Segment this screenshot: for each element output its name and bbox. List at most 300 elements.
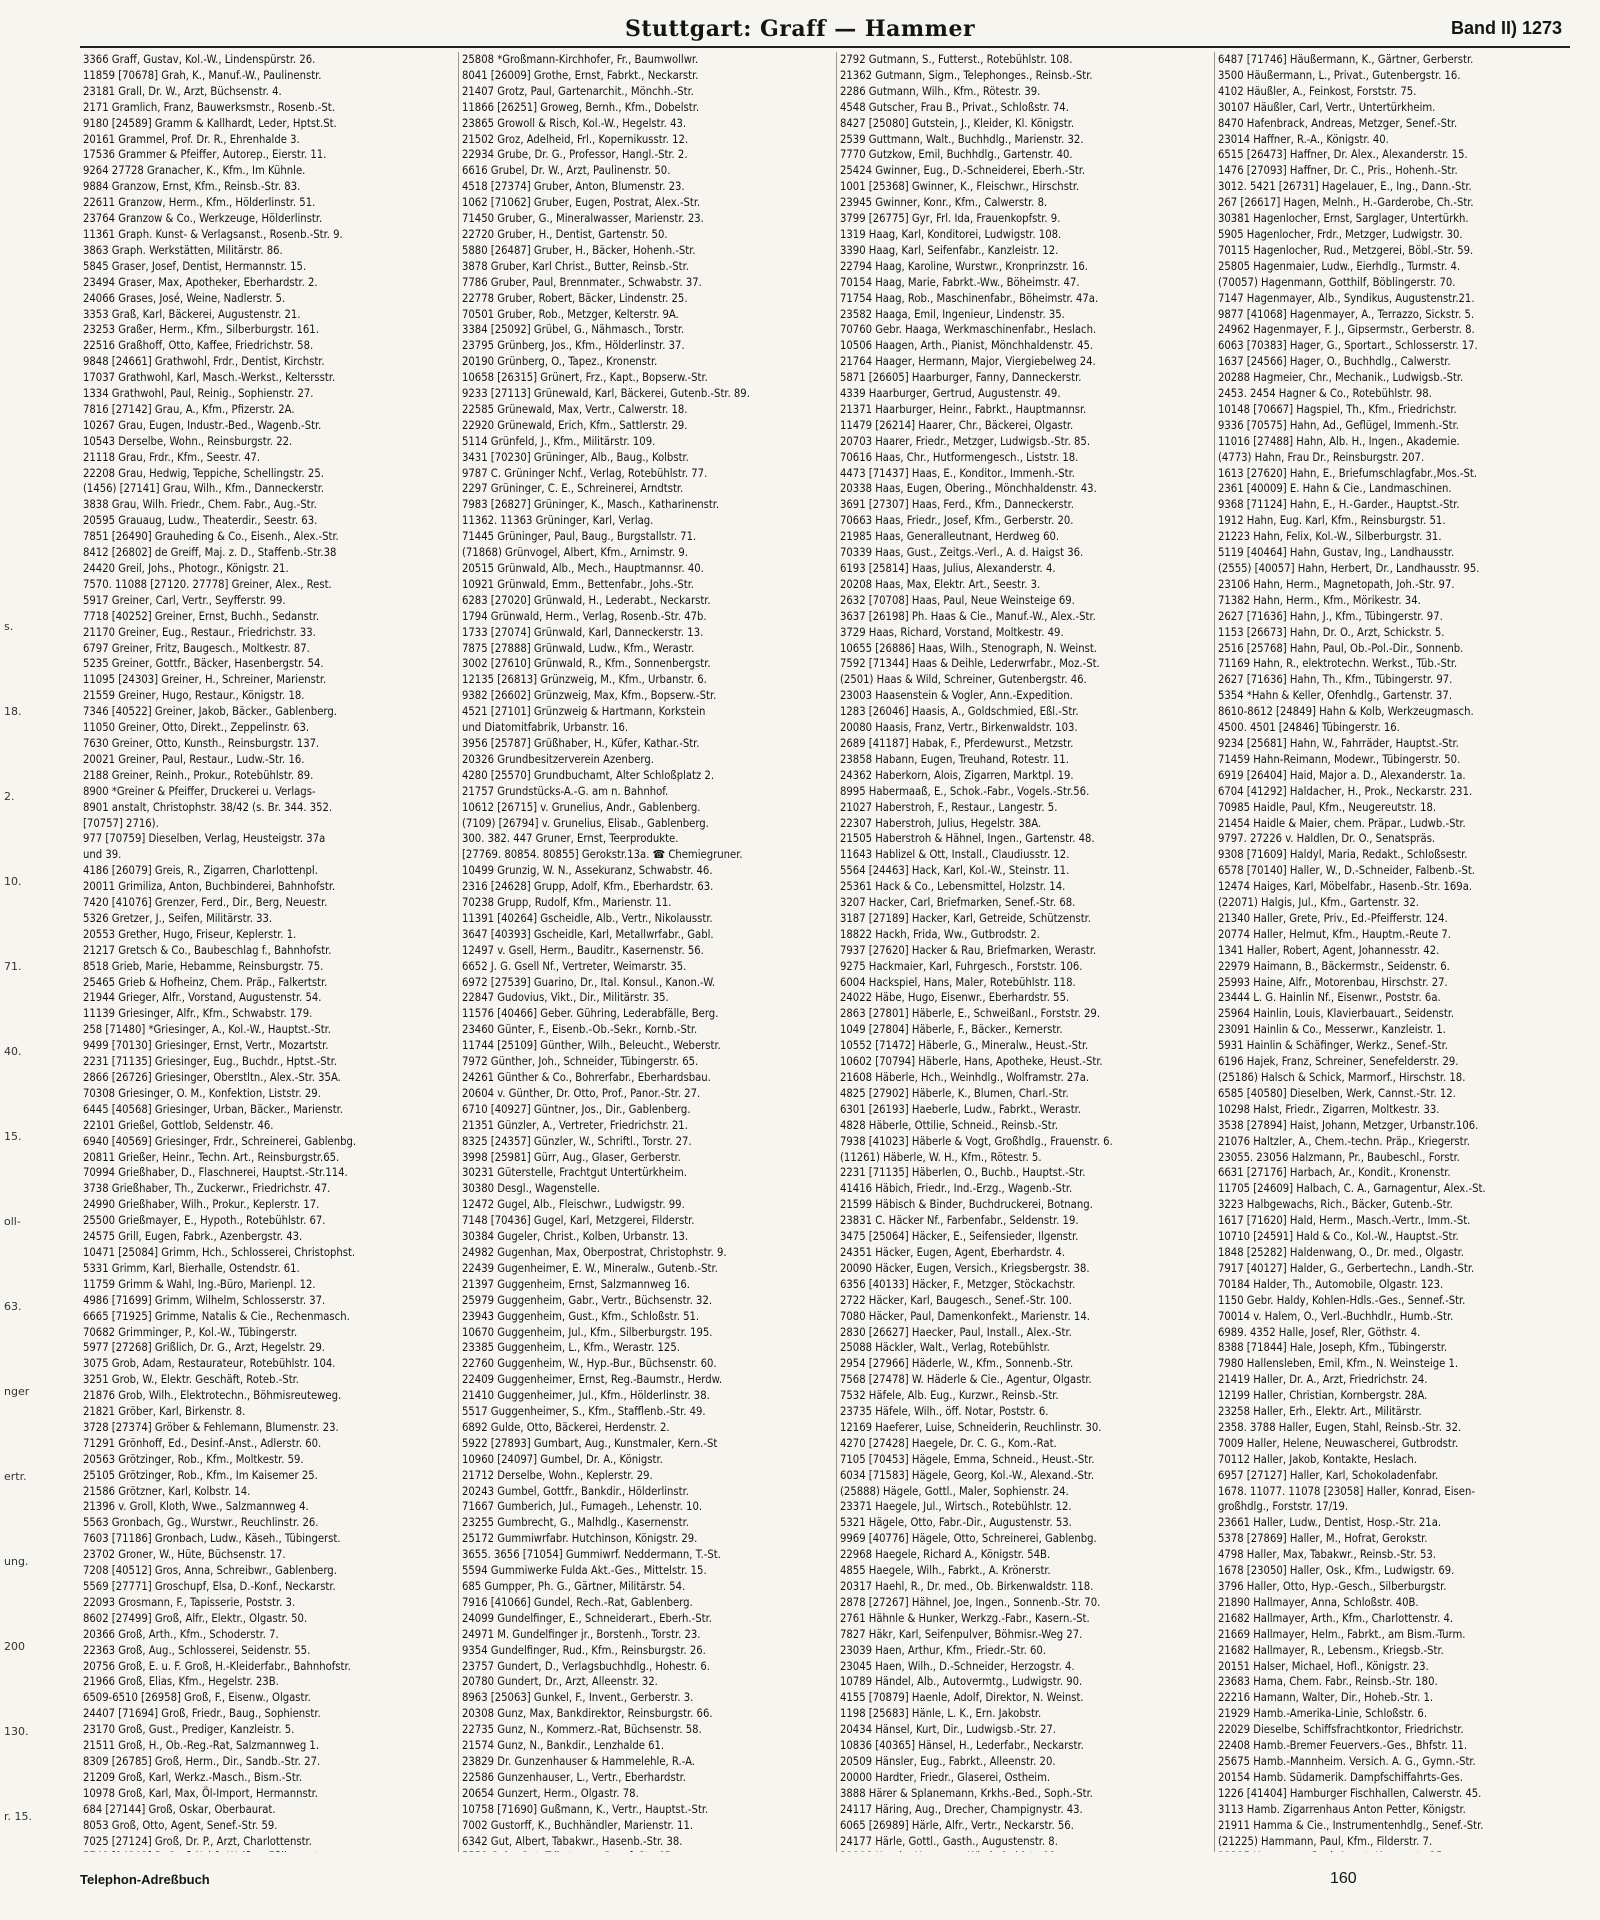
directory-entry: 10148 [70667] Hagspiel, Th., Kfm., Friedrichstr.: [1218, 402, 1457, 416]
directory-entry: 4518 [27374] Gruber, Anton, Blumenstr. 23.: [462, 180, 685, 194]
directory-entry: 4986 [71699] Grimm, Wilhelm, Schlosserstr. 37.: [83, 1293, 326, 1307]
directory-entry: 3863 Graph. Werkstätten, Militärstr. 86.: [83, 243, 283, 257]
margin-mark: 200: [4, 1640, 25, 1653]
directory-entry: 4280 [25570] Grundbuchamt, Alter Schloßplatz 2.: [462, 768, 715, 782]
directory-entry: 3431 [70230] Grüninger, Alb., Baug., Kolbstr.: [462, 450, 689, 464]
directory-entry: 5517 Guggenheimer, S., Kfm., Stafflenb.-Str. 49.: [462, 1405, 706, 1419]
directory-entry: (1456) [27141] Grau, Wilh., Kfm., Danneckerstr.: [83, 482, 325, 496]
directory-entry: 2830 [26627] Haecker, Paul, Install., Alex.-Str.: [840, 1325, 1072, 1339]
directory-entry: 70339 Haas, Gust., Zeitgs.-Verl., A. d. Haigst 36.: [840, 546, 1084, 560]
directory-entry: 30380 Desgl., Wagenstelle.: [462, 1182, 600, 1196]
directory-entry: (22071) Halgis, Jul., Kfm., Gartenstr. 32.: [1218, 896, 1419, 910]
directory-entry: 20151 Halser, Michael, Hofl., Königstr. 23.: [1218, 1659, 1429, 1673]
directory-entry: 6301 [26193] Haeberle, Ludw., Fabrkt., Werastr.: [840, 1102, 1081, 1116]
directory-entry: 10836 [40365] Hänsel, H., Lederfabr., Neckarstr.: [840, 1739, 1084, 1753]
directory-entry: 10602 [70794] Häberle, Hans, Apotheke, Heust.-Str.: [840, 1055, 1103, 1069]
directory-entry: 3956 [25787] Grüßhaber, H., Küfer, Kathar.-Str.: [462, 736, 700, 750]
directory-entry: 20509 Hänsler, Eug., Fabrkt., Alleenstr. 20.: [840, 1754, 1056, 1768]
directory-entry: 2539 Guttmann, Walt., Buchhdlg., Marienstr. 32.: [840, 132, 1084, 146]
directory-entry: 21351 Günzler, A., Vertreter, Friedrichstr. 21.: [462, 1118, 688, 1132]
directory-entry: 71169 Hahn, R., elektrotechn. Werkst., Tüb.-Str.: [1218, 657, 1458, 671]
directory-entry: 11361 Graph. Kunst- & Verlagsanst., Rosenb.-Str. 9.: [83, 227, 343, 241]
directory-entry: 20317 Haehl, R., Dr. med., Ob. Birkenwaldstr. 118.: [840, 1580, 1094, 1593]
directory-entry: 22408 Hamb.-Bremer Feuervers.-Ges., Bhfstr. 11.: [1218, 1739, 1468, 1753]
directory-entry: 23385 Guggenheim, L., Kfm., Werastr. 125.: [462, 1341, 680, 1355]
directory-entry: 22847 Gudovius, Vikt., Dir., Militärstr. 35.: [462, 991, 669, 1005]
directory-entry: 300. 382. 447 Gruner, Ernst, Teerprodukte.: [462, 832, 679, 846]
directory-entry: 6283 [27020] Grünwald, H., Lederabt., Neckarstr.: [462, 593, 711, 607]
directory-entry: 21223 Hahn, Felix, Kol.-W., Silberburgstr. 31.: [1218, 530, 1442, 544]
directory-entry: 2878 [27267] Hähnel, Joe, Ingen., Sonnenb.-Str. 70.: [840, 1595, 1101, 1609]
directory-entry: 6585 [40580] Dieselben, Werk, Cannst.-Str. 12.: [1218, 1086, 1456, 1100]
directory-entry: 10758 [71690] Gußmann, K., Vertr., Hauptst.-Str.: [462, 1802, 709, 1816]
directory-entry: großhdlg., Forststr. 17/19.: [1218, 1500, 1349, 1514]
directory-entry: 6487 [71746] Häußermann, K., Gärtner, Gerberstr.: [1218, 53, 1474, 66]
directory-entry: 9787 C. Grüninger Nchf., Verlag, Rotebühlstr. 77.: [462, 466, 708, 480]
directory-entry: 21682 Hallmayer, Arth., Kfm., Charlottenstr. 4.: [1218, 1611, 1454, 1625]
directory-entry: 8602 [27499] Groß, Alfr., Elektr., Olgastr. 50.: [83, 1611, 308, 1625]
directory-entry: 70501 Gruber, Rob., Metzger, Kelterstr. 9A.: [462, 307, 679, 321]
directory-entry: 12474 Haiges, Karl, Möbelfabr., Hasenb.-Str. 169a.: [1218, 880, 1473, 894]
directory-entry: 9382 [26602] Grünzweig, Max, Kfm., Bopserw.-Str.: [462, 689, 717, 703]
directory-entry: 22208 Grau, Hedwig, Teppiche, Schellingstr. 25.: [83, 466, 324, 480]
directory-entry: 6196 Hajek, Franz, Schreiner, Senefelderstr. 29.: [1218, 1055, 1459, 1069]
directory-entry: 21890 Hallmayer, Anna, Schloßstr. 40B.: [1218, 1595, 1419, 1609]
directory-entry: 7851 [26490] Grauheding & Co., Eisenh., Alex.-Str.: [83, 530, 339, 544]
directory-entry: 71382 Hahn, Herm., Kfm., Mörikestr. 34.: [1218, 593, 1421, 607]
directory-entry: 6616 Grubel, Dr. W., Arzt, Paulinenstr. 50.: [462, 164, 671, 178]
directory-entry: 21944 Grieger, Alfr., Vorstand, Augustenstr. 54.: [83, 991, 322, 1005]
directory-entry: 5931 Hainlin & Schäfinger, Werkz., Senef.-Str.: [1218, 1039, 1448, 1053]
directory-entry: 20595 Grauaug, Ludw., Theaterdir., Seestr. 63.: [83, 514, 318, 528]
directory-entry: 3384 [25092] Grübel, G., Nähmasch., Torstr.: [462, 323, 685, 337]
directory-entry: 11759 Grimm & Wahl, Ing.-Büro, Marienpl. 12.: [83, 1277, 316, 1291]
directory-entry: [459, 1849, 825, 1852]
directory-entry: 2722 Häcker, Karl, Baugesch., Senef.-Str. 100.: [840, 1293, 1072, 1307]
directory-entry: 22778 Gruber, Robert, Bäcker, Lindenstr. 25.: [462, 291, 688, 305]
directory-entry: 3353 Graß, Karl, Bäckerei, Augustenstr. 21.: [83, 307, 301, 321]
directory-entry: 10543 Derselbe, Wohn., Reinsburgstr. 22.: [83, 434, 293, 448]
directory-entry: 6515 [26473] Haffner, Dr. Alex., Alexanderstr. 15.: [1218, 148, 1468, 162]
directory-entry: 21340 Haller, Grete, Priv., Ed.-Pfeifferstr. 124.: [1218, 911, 1448, 925]
directory-entry: [1215, 1849, 1581, 1852]
directory-entry: 11576 [40466] Geber. Gühring, Lederabfälle, Berg.: [462, 1007, 719, 1021]
directory-entry: 3888 Härer & Splanemann, Krkhs.-Bed., Soph.-Str.: [840, 1786, 1093, 1800]
directory-entry: (7109) [26794] v. Grunelius, Elisab., Gablenberg.: [462, 816, 709, 830]
directory-entry: 20563 Grötzinger, Rob., Kfm., Moltkestr. 59.: [83, 1452, 304, 1466]
directory-entry: 30384 Gugeler, Christ., Kolben, Urbanstr. 13.: [462, 1230, 689, 1244]
directory-entry: 70616 Haas, Chr., Hutformengesch., Liststr. 18.: [840, 450, 1079, 464]
directory-entry: 6797 Greiner, Fritz, Baugesch., Moltkestr. 87.: [83, 641, 310, 655]
directory-entry: 12497 v. Gsell, Herm., Bauditr., Kasernenstr. 56.: [462, 943, 704, 957]
directory-entry: 5326 Gretzer, J., Seifen, Militärstr. 33.: [83, 911, 273, 925]
directory-entry: 2358. 3788 Haller, Eugen, Stahl, Reinsb.-Str. 32.: [1218, 1420, 1462, 1434]
directory-entry: 9308 [71609] Haldyl, Maria, Redakt., Schloßsestr.: [1218, 848, 1468, 862]
directory-entry: 6710 [40927] Güntner, Jos., Dir., Gablenberg.: [462, 1102, 691, 1116]
directory-entry: 3207 Hacker, Carl, Briefmarken, Senef.-Str. 68.: [840, 896, 1076, 910]
directory-entry: 3691 [27307] Haas, Ferd., Kfm., Danneckerstr.: [840, 498, 1074, 512]
directory-entry: 21027 Haberstroh, F., Restaur., Langestr. 5.: [840, 800, 1058, 814]
directory-entry: 7980 Hallensleben, Emil, Kfm., N. Weinsteige 1.: [1218, 1357, 1459, 1371]
directory-entry: 6065 [26989] Härle, Alfr., Vertr., Neckarstr. 56.: [840, 1818, 1074, 1832]
directory-entry: 3637 [26198] Ph. Haas & Cie., Manuf.-W., Alex.-Str.: [840, 609, 1096, 623]
directory-entry: 41416 Häbich, Friedr., Ind.-Erzg., Wagenb.-Str.: [840, 1182, 1073, 1196]
margin-mark: 15.: [4, 1130, 22, 1143]
directory-entry: 22101 Grießel, Gottlob, Seldenstr. 46.: [83, 1118, 274, 1132]
directory-entry: 20308 Gunz, Max, Bankdirektor, Reinsburgstr. 66.: [462, 1707, 713, 1721]
directory-entry: 25465 Grieb & Hofheinz, Chem. Präp., Falkertstr.: [83, 975, 328, 989]
directory-entry: 20090 Häcker, Eugen, Versich., Kriegsbergstr. 38.: [840, 1261, 1090, 1275]
directory-entry: 6957 [27127] Haller, Karl, Schokoladenfabr.: [1218, 1468, 1439, 1482]
directory-entry: 5880 [26487] Gruber, H., Bäcker, Hohenh.-Str.: [462, 243, 696, 257]
directory-entry: 10471 [25084] Grimm, Hch., Schlosserei, Christophst.: [83, 1245, 356, 1259]
directory-entry: 7592 [71344] Haas & Deihle, Lederwrfabr., Moz.-St.: [840, 657, 1100, 671]
directory-entry: 10670 Guggenheim, Jul., Kfm., Silberburgstr. 195.: [462, 1325, 713, 1339]
directory-entry: 1678. 11077. 11078 [23058] Haller, Konrad, Eisen-: [1218, 1484, 1475, 1498]
directory-entry: 17037 Grathwohl, Karl, Masch.-Werkst., Keltersstr.: [83, 371, 336, 385]
left-margin-marks: [0, 60, 78, 1823]
directory-entry: 7147 Hagenmayer, Alb., Syndikus, Augustenstr.21.: [1218, 291, 1475, 305]
directory-entry: 6631 [27176] Harbach, Ar., Kondit., Kronenstr.: [1218, 1166, 1451, 1180]
directory-entry: 18822 Hackh, Frida, Ww., Gutbrodstr. 2.: [840, 927, 1040, 941]
directory-entry: 3012. 5421 [26731] Hagelauer, E., Ing., Dann.-Str.: [1218, 180, 1472, 194]
directory-entry: 7917 [40127] Halder, G., Gerbertechn., Landh.-Str.: [1218, 1261, 1475, 1275]
directory-entry: 2627 [71636] Hahn, J., Kfm., Tübingerstr. 97.: [1218, 609, 1443, 623]
directory-entry: 11050 Greiner, Otto, Direkt., Zeppelinstr. 63.: [83, 721, 310, 735]
directory-entry: 9180 [24589] Gramm & Kallhardt, Leder, Hptst.St.: [83, 116, 337, 130]
directory-entry: 20190 Grünberg, O., Tapez., Kronenstr.: [462, 355, 658, 369]
directory-entry: 7532 Häfele, Alb. Eug., Kurzwr., Reinsb.-Str.: [840, 1389, 1059, 1403]
directory-entry: 2792 Gutmann, S., Futterst., Rotebühlstr. 108.: [840, 53, 1073, 66]
directory-entry: 1848 [25282] Haldenwang, O., Dr. med., Olgastr.: [1218, 1245, 1464, 1259]
directory-entry: 7603 [71186] Gronbach, Ludw., Käseh., Tübingerst.: [83, 1532, 341, 1546]
directory-entry: 5922 [27893] Gumbart, Aug., Kunstmaler, Kern.-St: [462, 1436, 718, 1450]
directory-entry: 7630 Greiner, Otto, Kunsth., Reinsburgstr. 137.: [83, 736, 320, 750]
directory-column-2: [458, 52, 825, 1852]
directory-entry: 23371 Haegele, Jul., Wirtsch., Rotebühlstr. 12.: [840, 1500, 1072, 1514]
directory-entry: 23582 Haaga, Emil, Ingenieur, Lindenstr. 35.: [840, 307, 1065, 321]
directory-entry: 21502 Groz, Adelheid, Frl., Kopernikusstr. 12.: [462, 132, 689, 146]
directory-entry: 23091 Hainlin & Co., Messerwr., Kanzleistr. 1.: [1218, 1023, 1446, 1037]
directory-entry: 9368 [71124] Hahn, E., H.-Garder., Hauptst.-Str.: [1218, 498, 1460, 512]
directory-entry: 21929 Hamb.-Amerika-Linie, Schloßstr. 6.: [1218, 1707, 1428, 1721]
directory-entry: 3838 Grau, Wilh. Friedr., Chem. Fabr., Aug.-Str.: [83, 498, 317, 512]
directory-entry: 11479 [26214] Haarer, Chr., Bäckerei, Olgastr.: [840, 418, 1074, 432]
directory-entry: 23865 Growoll & Risch, Kol.-W., Hegelstr. 43.: [462, 116, 687, 130]
directory-entry: 20756 Groß, E. u. F. Groß, H.-Kleiderfabr., Bahnhofstr.: [83, 1659, 351, 1673]
directory-entry: 3251 Grob, W., Elektr. Geschäft, Roteb.-Str.: [83, 1373, 299, 1387]
directory-entry: 6034 [71583] Hägele, Georg, Kol.-W., Alexand.-Str.: [840, 1468, 1095, 1482]
directory-entry: 3113 Hamb. Zigarrenhaus Anton Petter, Königstr.: [1218, 1802, 1466, 1816]
directory-entry: 9499 [70130] Griesinger, Ernst, Vertr., Mozartstr.: [83, 1039, 329, 1053]
directory-entry: 21217 Gretsch & Co., Baubeschlag f., Bahnhofstr.: [83, 943, 332, 957]
directory-entry: 22363 Groß, Aug., Schlosserei, Seidenstr. 55.: [83, 1643, 311, 1657]
directory-entry: 9264 27728 Granacher, K., Kfm., Im Kühnle.: [83, 164, 306, 178]
directory-entry: 3998 [25981] Gürr, Aug., Glaser, Gerberstr.: [462, 1150, 681, 1164]
directory-entry: 12135 [26813] Grünzweig, M., Kfm., Urbanstr. 6.: [462, 673, 707, 687]
directory-entry: 8518 Grieb, Marie, Hebamme, Reinsburgstr. 75.: [83, 959, 324, 973]
directory-entry: 24117 Häring, Aug., Drecher, Champignystr. 43.: [840, 1802, 1083, 1816]
directory-entry: 5977 [27268] Grißlich, Dr. G., Arzt, Hegelstr. 29.: [83, 1341, 325, 1355]
directory-entry: 70663 Haas, Friedr., Josef, Kfm., Gerberstr. 20.: [840, 514, 1074, 528]
directory-entry: 21371 Haarburger, Heinr., Fabrkt., Hauptmannsr.: [840, 402, 1087, 416]
directory-entry: 21757 Grundstücks-A.-G. am n. Bahnhof.: [462, 784, 669, 798]
directory-entry: 22611 Granzow, Herm., Kfm., Hölderlinstr. 51.: [83, 196, 316, 210]
directory-entry: 20811 Grießer, Heinr., Techn. Art., Reinsburgstr.65.: [83, 1150, 340, 1164]
directory-entry: 24971 M. Gundelfinger jr., Borstenh., Torstr. 23.: [462, 1627, 701, 1641]
directory-entry: 10499 Grunzig, W. N., Assekuranz, Schwabstr. 46.: [462, 864, 713, 878]
directory-entry: 4798 Haller, Max, Tabakwr., Reinsb.-Str. 53.: [1218, 1548, 1436, 1562]
directory-entry: 21407 Grotz, Paul, Gartenarchit., Mönchh.-Str.: [462, 84, 694, 98]
directory-entry: [837, 1849, 1203, 1852]
directory-entry: 3075 Grob, Adam, Restaurateur, Rotebühlstr. 104.: [83, 1357, 336, 1371]
margin-mark: 71.: [4, 960, 22, 973]
directory-entry: 20703 Haarer, Friedr., Metzger, Ludwigsb.-Str. 85.: [840, 434, 1091, 448]
directory-entry: 21764 Haager, Hermann, Major, Viergiebelweg 24.: [840, 355, 1096, 369]
directory-entry: 11643 Hablizel & Ott, Install., Claudiusstr. 12.: [840, 848, 1070, 862]
directory-entry: (11261) Häberle, W. H., Kfm., Rötestr. 5.: [840, 1150, 1042, 1164]
directory-entry: 7972 Günther, Joh., Schneider, Tübingerstr. 65.: [462, 1055, 699, 1069]
directory-entry: 70115 Hagenlocher, Rud., Metzgerei, Böbl.-Str. 59.: [1218, 243, 1474, 257]
directory-column-1: [80, 52, 446, 1852]
directory-entry: 2632 [70708] Haas, Paul, Neue Weinsteige 69.: [840, 593, 1075, 607]
directory-entry: 20774 Haller, Helmut, Kfm., Hauptm.-Reute 7.: [1218, 927, 1451, 941]
directory-entry: 23258 Haller, Erh., Elektr. Art., Militärstr.: [1218, 1405, 1422, 1419]
directory-entry: 7816 [27142] Grau, A., Kfm., Pfizerstr. 2A.: [83, 402, 295, 416]
directory-entry: 21608 Häberle, Hch., Weinhdlg., Wolframstr. 27a.: [840, 1071, 1090, 1084]
directory-entry: 30107 Häußler, Carl, Vertr., Untertürkheim.: [1218, 100, 1436, 114]
directory-entry: 21682 Hallmayer, R., Lebensm., Kriegsb.-Str.: [1218, 1643, 1444, 1657]
directory-entry: 8470 Hafenbrack, Andreas, Metzger, Senef.-Str.: [1218, 116, 1458, 130]
directory-entry: [80, 1849, 446, 1852]
directory-entry: 6989. 4352 Halle, Josef, Rler, Göthstr. 4.: [1218, 1325, 1421, 1339]
directory-entry: 21876 Grob, Wilh., Elektrotechn., Böhmisreuteweg.: [83, 1389, 342, 1403]
directory-entry: 23106 Hahn, Herm., Magnetopath, Joh.-Str. 97.: [1218, 577, 1455, 591]
directory-entry: 22760 Guggenheim, W., Hyp.-Bur., Büchsenstr. 60.: [462, 1357, 717, 1371]
directory-entry: 7080 Häcker, Paul, Damenkonfekt., Marienstr. 14.: [840, 1309, 1090, 1323]
directory-entry: 24962 Hagenmayer, F. J., Gipsermstr., Gerberstr. 8.: [1218, 323, 1475, 337]
directory-entry: 22307 Haberstroh, Julius, Hegelstr. 38A.: [840, 816, 1042, 830]
directory-entry: 4521 [27101] Grünzweig & Hartmann, Korkstein: [462, 705, 706, 719]
directory-entry: 3655. 3656 [71054] Gummiwrf. Neddermann, T.-St.: [462, 1548, 721, 1562]
directory-entry: 3390 Haag, Karl, Seifenfabr., Kanzleistr. 12.: [840, 243, 1059, 257]
directory-entry: 25172 Gummiwrfabr. Hutchinson, Königstr. 29.: [462, 1532, 698, 1546]
directory-entry: 258 [71480] *Griesinger, A., Kol.-W., Hauptst.-Str.: [83, 1023, 331, 1037]
directory-entry: 1678 [23050] Haller, Osk., Kfm., Ludwigstr. 69.: [1218, 1564, 1455, 1578]
directory-entry: 21396 v. Groll, Kloth, Wwe., Salzmannweg 4.: [83, 1500, 309, 1514]
directory-entry: 25805 Hagenmaier, Ludw., Eierhdlg., Turmstr. 4.: [1218, 259, 1461, 273]
directory-entry: [27769. 80854. 80855] Gerokstr.13a. ☎ Chemiegruner.: [462, 848, 743, 862]
directory-entry: 6919 [26404] Haid, Major a. D., Alexanderstr. 1a.: [1218, 768, 1466, 782]
directory-entry: 4339 Haarburger, Gertrud, Augustenstr. 49.: [840, 387, 1061, 401]
directory-entry: 977 [70759] Dieselben, Verlag, Heusteigstr. 37a: [83, 832, 326, 846]
directory-entry: 8427 [25080] Gutstein, J., Kleider, Kl. Königstr.: [840, 116, 1075, 130]
directory-entry: 22093 Grosmann, F., Tapisserie, Poststr. 3.: [83, 1595, 296, 1609]
directory-entry: 25993 Haine, Alfr., Motorenbau, Hirschstr. 27.: [1218, 975, 1448, 989]
directory-entry: 684 [27144] Groß, Oskar, Oberbaurat.: [83, 1802, 276, 1816]
directory-entry: 23735 Häfele, Wilh., öff. Notar, Poststr. 6.: [840, 1405, 1049, 1419]
directory-entry: 4270 [27428] Haegele, Dr. C. G., Kom.-Rat.: [840, 1436, 1057, 1450]
directory-entry: 5563 Gronbach, Gg., Wurstwr., Reuchlinstr. 26.: [83, 1516, 319, 1530]
directory-entry: 9969 [40776] Hägele, Otto, Schreinerei, Gablenbg.: [840, 1532, 1097, 1546]
directory-entry: 71459 Hahn-Reimann, Modewr., Tübingerstr. 50.: [1218, 752, 1461, 766]
margin-mark: oll-: [4, 1215, 21, 1228]
directory-entry: 22794 Haag, Karoline, Wurstwr., Kronprinzstr. 16.: [840, 259, 1088, 273]
page-title: Stuttgart: Graff — Hammer: [624, 16, 976, 42]
directory-entry: 71291 Grönhoff, Ed., Desinf.-Anst., Adlerstr. 60.: [83, 1436, 322, 1450]
directory-entry: 71445 Grüninger, Paul, Baug., Burgstallstr. 71.: [462, 530, 697, 544]
directory-entry: 7346 [40522] Greiner, Jakob, Bäcker., Gablenberg.: [83, 705, 337, 719]
directory-entry: 4102 Häußler, A., Feinkost, Forststr. 75.: [1218, 84, 1417, 98]
directory-entry: 7916 [41066] Gundel, Rech.-Rat, Gablenberg.: [462, 1595, 693, 1609]
directory-entry: 70112 Haller, Jakob, Kontakte, Heslach.: [1218, 1452, 1417, 1466]
directory-entry: 8901 anstalt, Christophstr. 38/42 (s. Br. 344. 352.: [83, 800, 333, 814]
directory-entry: 21821 Gröber, Karl, Birkenstr. 8.: [83, 1405, 246, 1419]
directory-entry: 7025 [27124] Groß, Dr. P., Arzt, Charlottenstr.: [83, 1834, 312, 1848]
directory-entry: 23661 Haller, Ludw., Dentist, Hosp.-Str. 21a.: [1218, 1516, 1442, 1530]
directory-entry: 8412 [26802] de Greiff, Maj. z. D., Staffenb.-Str.38: [83, 546, 337, 560]
directory-entry: 20434 Hänsel, Kurt, Dir., Ludwigsb.-Str. 27.: [840, 1723, 1056, 1737]
directory-entry: 23494 Graser, Max, Apotheker, Eberhardstr. 2.: [83, 275, 318, 289]
directory-entry: (21225) Hammann, Paul, Kfm., Filderstr. 7.: [1218, 1834, 1433, 1848]
directory-entry: 10552 [71472] Häberle, G., Mineralw., Heust.-Str.: [840, 1039, 1089, 1053]
directory-entry: 8610-8612 [24849] Hahn & Kolb, Werkzeugmasch.: [1218, 705, 1474, 719]
directory-entry: 5845 Graser, Josef, Dentist, Hermannstr. 15.: [83, 259, 307, 273]
directory-entry: 3878 Gruber, Karl Christ., Butter, Reinsb.-Str.: [462, 259, 689, 273]
directory-entry: 7568 [27478] W. Häderle & Cie., Agentur, Olgastr.: [840, 1373, 1092, 1387]
directory-entry: 1613 [27620] Hahn, E., Briefumschlagfabr.,Mos.-St.: [1218, 466, 1478, 480]
directory-entry: 4155 [70879] Haenle, Adolf, Direktor, N. Weinst.: [840, 1691, 1084, 1705]
directory-entry: 3187 [27189] Hacker, Karl, Getreide, Schützenstr.: [840, 911, 1091, 925]
directory-entry: 23055. 23056 Halzmann, Pr., Baubeschl., Forstr.: [1218, 1150, 1460, 1164]
directory-entry: 10960 [24097] Gumbel, Dr. A., Königstr.: [462, 1452, 663, 1466]
directory-entry: 6704 [41292] Haldacher, H., Prok., Neckarstr. 231.: [1218, 784, 1473, 798]
directory-entry: 21911 Hamma & Cie., Instrumentenhdlg., Senef.-Str.: [1218, 1818, 1484, 1832]
margin-mark: s.: [4, 620, 14, 633]
directory-entry: 7105 [70453] Hägele, Emma, Schneid., Heust.-Str.: [840, 1452, 1095, 1466]
page-header: [0, 10, 1600, 44]
directory-entry: 8388 [71844] Hale, Joseph, Kfm., Tübingerstr.: [1218, 1341, 1448, 1355]
directory-entry: 21586 Grötzner, Karl, Kolbstr. 14.: [83, 1484, 251, 1498]
directory-entry: 30231 Güterstelle, Frachtgut Untertürkheim.: [462, 1166, 687, 1180]
margin-mark: 40.: [4, 1045, 22, 1058]
directory-entry: 20208 Haas, Max, Elektr. Art., Seestr. 3.: [840, 577, 1041, 591]
margin-mark: 130.: [4, 1725, 29, 1738]
directory-entry: 21559 Greiner, Hugo, Restaur., Königstr. 18.: [83, 689, 305, 703]
directory-entry: 11866 [26251] Groweg, Bernh., Kfm., Dobelstr.: [462, 100, 700, 114]
directory-entry: 1733 [27074] Grünwald, Karl, Danneckerstr. 13.: [462, 625, 704, 639]
directory-entry: 11705 [24609] Halbach, C. A., Garnagentur, Alex.-St.: [1218, 1182, 1486, 1196]
directory-entry: 2286 Gutmann, Wilh., Kfm., Rötestr. 39.: [840, 84, 1041, 98]
directory-entry: 25424 Gwinner, Eug., D.-Schneiderei, Eberh.-Str.: [840, 164, 1086, 178]
directory-entry: 12199 Haller, Christian, Kornbergstr. 28A.: [1218, 1389, 1428, 1403]
directory-column-4: [1214, 52, 1581, 1852]
directory-entry: 1283 [26046] Haasis, A., Goldschmied, Eßl.-Str.: [840, 705, 1079, 719]
directory-entry: 24990 Grießhaber, Wilh., Prokur., Keplerstr. 17.: [83, 1198, 320, 1212]
directory-entry: 5917 Greiner, Carl, Vertr., Seyfferstr. 99.: [83, 593, 286, 607]
directory-entry: 24099 Gundelfinger, E., Schneiderart., Eberh.-Str.: [462, 1611, 712, 1625]
directory-entry: 9336 [70575] Hahn, Ad., Geflügel, Immenh.-Str.: [1218, 418, 1459, 432]
directory-entry: 5594 Gummiwerke Fulda Akt.-Ges., Mittelstr. 15.: [462, 1564, 707, 1578]
margin-mark: nger: [4, 1385, 30, 1398]
directory-entry: 6578 [70140] Haller, W., D.-Schneider, Falbenb.-St.: [1218, 864, 1475, 878]
directory-entry: 7148 [70436] Gugel, Karl, Metzgerei, Filderstr.: [462, 1214, 695, 1228]
directory-entry: 22968 Haegele, Richard A., Königstr. 54B.: [840, 1548, 1051, 1562]
directory-entry: 20288 Hagmeier, Chr., Mechanik., Ludwigsb.-Str.: [1218, 371, 1464, 385]
directory-entry: 3729 Haas, Richard, Vorstand, Moltkestr. 49.: [840, 625, 1064, 639]
directory-entry: 10658 [26315] Grünert, Frz., Kapt., Bopserw.-Str.: [462, 371, 708, 385]
directory-entry: 9884 Granzow, Ernst, Kfm., Reinsb.-Str. 83.: [83, 180, 301, 194]
directory-entry: 7009 Haller, Helene, Neuwascherei, Gutbrodstr.: [1218, 1436, 1459, 1450]
directory-entry: 24407 [71694] Groß, Friedr., Baug., Sophienstr.: [83, 1707, 321, 1721]
directory-entry: 10298 Halst, Friedr., Zigarren, Moltkestr. 33.: [1218, 1102, 1440, 1116]
directory-entry: 3002 [27610] Grünwald, R., Kfm., Sonnenbergstr.: [462, 657, 711, 671]
directory-entry: 23003 Haasenstein & Vogler, Ann.-Expedition.: [840, 689, 1073, 703]
directory-entry: 1062 [71062] Gruber, Eugen, Postrat, Alex.-Str.: [462, 196, 701, 210]
footer-publication: Telephon-Adreßbuch: [80, 1872, 210, 1887]
directory-entry: 23181 Grall, Dr. W., Arzt, Büchsenstr. 4.: [83, 84, 282, 98]
directory-entry: 21419 Haller, Dr. A., Arzt, Friedrichstr. 24.: [1218, 1373, 1428, 1387]
directory-entry: 1334 Grathwohl, Paul, Reinig., Sophienstr. 27.: [83, 387, 314, 401]
directory-entry: 23764 Granzow & Co., Werkzeuge, Hölderlinstr.: [83, 212, 323, 226]
directory-entry: 4473 [71437] Haas, E., Konditor., Immenh.-Str.: [840, 466, 1075, 480]
directory-entry: 21669 Hallmayer, Helm., Fabrkt., am Bism.-Turm.: [1218, 1627, 1466, 1641]
directory-entry: 24177 Härle, Gottl., Gasth., Augustenstr. 8.: [840, 1834, 1058, 1848]
directory-entry: 1617 [71620] Hald, Herm., Masch.-Vertr., Imm.-St.: [1218, 1214, 1471, 1228]
directory-entry: 6342 Gut, Albert, Tabakwr., Hasenb.-Str. 38.: [462, 1834, 683, 1848]
directory-entry: 20011 Grimiliza, Anton, Buchbinderei, Bahnhofstr.: [83, 880, 336, 894]
directory-entry: 7718 [40252] Greiner, Ernst, Buchh., Sedanstr.: [83, 609, 320, 623]
directory-entry: 21118 Grau, Frdr., Kfm., Seestr. 47.: [83, 450, 261, 464]
directory-entry: 5354 *Hahn & Keller, Ofenhdlg., Gartenstr. 37.: [1218, 689, 1453, 703]
directory-entry: 6445 [40568] Griesinger, Urban, Bäcker., Marienstr.: [83, 1102, 343, 1116]
directory-entry: 1153 [26673] Hahn, Dr. O., Arzt, Schickstr. 5.: [1218, 625, 1445, 639]
directory-entry: 5564 [24463] Hack, Karl, Kol.-W., Steinstr. 11.: [840, 864, 1070, 878]
directory-entry: 11095 [24303] Greiner, H., Schreiner, Marienstr.: [83, 673, 327, 687]
directory-entry: 5378 [27869] Haller, M., Hofrat, Gerokstr.: [1218, 1532, 1428, 1546]
directory-entry: 70238 Grupp, Rudolf, Kfm., Marienstr. 11.: [462, 896, 672, 910]
volume-page-label: Band II) 1273: [1450, 18, 1562, 38]
directory-entry: 6063 [70383] Hager, G., Sportart., Schlosserstr. 17.: [1218, 339, 1478, 353]
directory-entry: 21505 Haberstroh & Hähnel, Ingen., Gartenstr. 48.: [840, 832, 1095, 846]
directory-entry: 23170 Groß, Gust., Prediger, Kanzleistr. 5.: [83, 1723, 295, 1737]
directory-entry: 1637 [24566] Hager, O., Buchhdlg., Calwerstr.: [1218, 355, 1451, 369]
directory-entry: 8325 [24357] Günzler, W., Schriftl., Torstr. 27.: [462, 1134, 692, 1148]
directory-entry: 21599 Häbisch & Binder, Buchdruckerei, Botnang.: [840, 1198, 1093, 1212]
directory-entry: 7875 [27888] Grünwald, Ludw., Kfm., Werastr.: [462, 641, 695, 655]
directory-entry: 2453. 2454 Hagner & Co., Rotebühlstr. 98.: [1218, 387, 1432, 401]
directory-entry: 25964 Hainlin, Louis, Klavierbauart., Seidenstr.: [1218, 1007, 1455, 1021]
directory-entry: 20553 Grether, Hugo, Friseur, Keplerstr. 1.: [83, 927, 297, 941]
directory-entry: 10921 Grünwald, Emm., Bettenfabr., Johs.-Str.: [462, 577, 695, 591]
directory-entry: 2361 [40009] E. Hahn & Cie., Landmaschinen.: [1218, 482, 1452, 496]
directory-entry: 25979 Guggenheim, Gabr., Vertr., Büchsenstr. 32.: [462, 1293, 713, 1307]
directory-entry: 23831 C. Häcker Nf., Farbenfabr., Seldenstr. 19.: [840, 1214, 1079, 1228]
directory-entry: 70014 v. Halem, O., Verl.-Buchhdlr., Humb.-Str.: [1218, 1309, 1454, 1323]
directory-entry: 10612 [26715] v. Grunelius, Andr., Gablenberg.: [462, 800, 701, 814]
margin-mark: 10.: [4, 875, 22, 888]
directory-entry: 2171 Gramlich, Franz, Bauwerksmstr., Rosenb.-St.: [83, 100, 335, 114]
directory-entry: (2501) Haas & Wild, Schreiner, Gutenbergstr. 46.: [840, 673, 1087, 687]
directory-entry: 25675 Hamb.-Mannheim. Versich. A. G., Gymn.-Str.: [1218, 1754, 1476, 1768]
directory-entry: 23045 Haen, Wilh., D.-Schneider, Herzogstr. 4.: [840, 1659, 1075, 1673]
directory-entry: 23858 Habann, Eugen, Treuhand, Rotestr. 11.: [840, 752, 1069, 766]
directory-entry: 25500 Grießmayer, E., Hypoth., Rotebühlstr. 67.: [83, 1214, 326, 1228]
directory-entry: 24420 Greil, Johs., Photogr., Königstr. 21.: [83, 562, 289, 575]
directory-entry: 7208 [40512] Gros, Anna, Schreibwr., Gablenberg.: [83, 1564, 337, 1578]
directory-entry: 21410 Guggenheimer, Jul., Kfm., Hölderlinstr. 38.: [462, 1389, 710, 1403]
directory-entry: 22585 Grünewald, Max, Vertr., Calwerstr. 18.: [462, 402, 688, 416]
